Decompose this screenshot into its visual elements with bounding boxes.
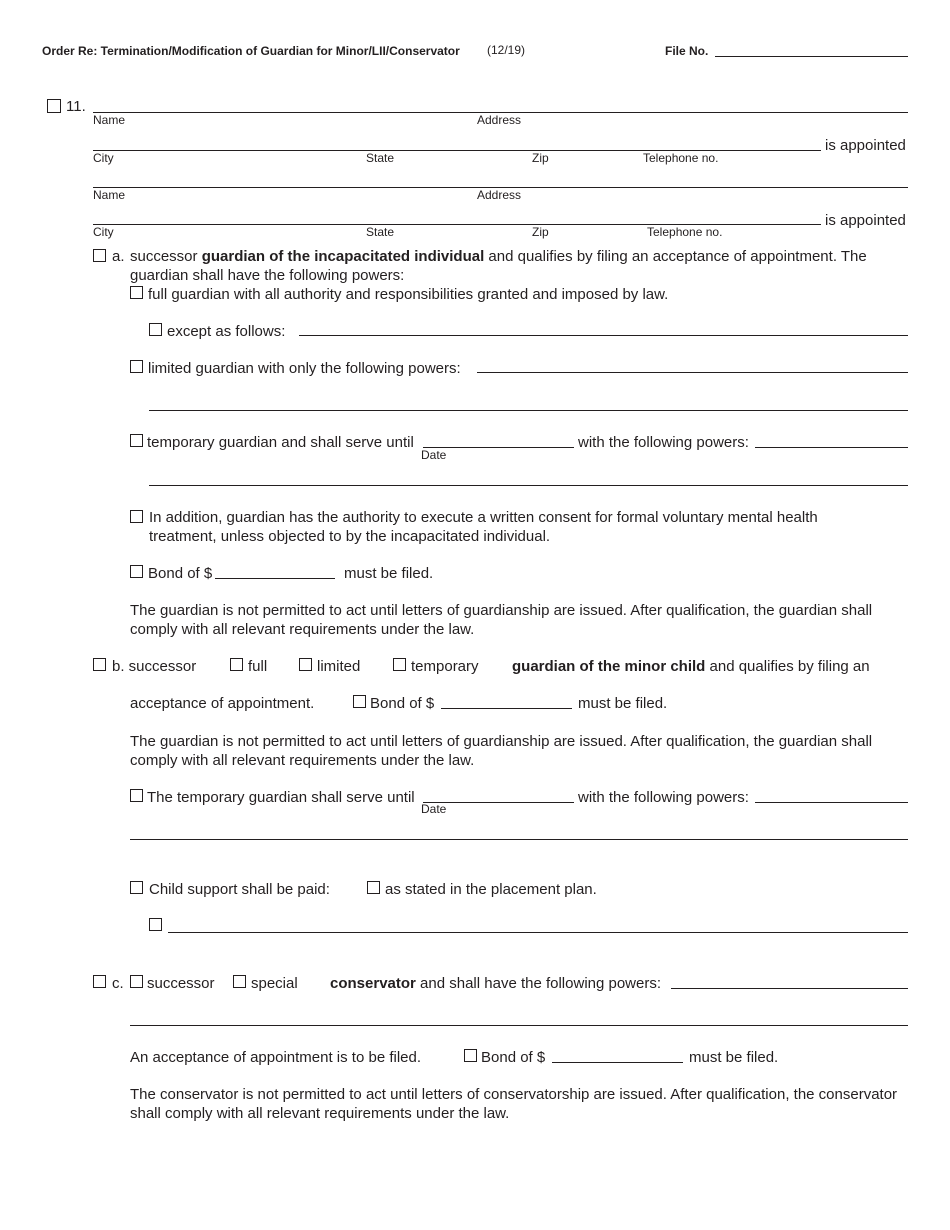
form-revision: (12/19) xyxy=(487,43,526,57)
temporary-guardian-label: temporary guardian and shall serve until xyxy=(147,434,414,451)
mental-health-line2: treatment, unless objected to by the incapacitated individual. xyxy=(149,528,551,545)
b-temporary-powers-field-2[interactable] xyxy=(130,839,908,840)
b-limited-label: limited xyxy=(317,658,361,675)
mental-health-line1: In addition, guardian has the authority to execute a written consent for formal voluntary mental health xyxy=(149,509,818,526)
limited-powers-field-1[interactable] xyxy=(477,372,908,373)
section-a-checkbox[interactable] xyxy=(93,249,106,262)
section-a-intro: successor guardian of the incapacitated individual and qualifies by filing an acceptance of appointment. The xyxy=(130,248,867,265)
section-c-checkbox[interactable] xyxy=(93,975,106,988)
temporary-guardian-checkbox[interactable] xyxy=(130,434,143,447)
notice-b-line1: The guardian is not permitted to act until letters of guardianship are issued. After qualification, the guardian shall xyxy=(130,733,873,750)
bond-a-label: Bond of $ xyxy=(148,565,213,582)
date-label-a: Date xyxy=(421,448,447,462)
full-guardian-label: full guardian with all authority and responsibilities granted and imposed by law. xyxy=(148,286,669,303)
b-full-checkbox[interactable] xyxy=(230,658,243,671)
address-label-1: Address xyxy=(477,113,522,127)
section-a-intro-line2: guardian shall have the following powers: xyxy=(130,267,405,284)
c-acceptance-label: An acceptance of appointment is to be filed. xyxy=(130,1049,422,1066)
full-guardian-checkbox[interactable] xyxy=(130,286,143,299)
form-title: Order Re: Termination/Modification of Guardian for Minor/LII/Conservator xyxy=(42,44,460,58)
bond-c-must-be-filed: must be filed. xyxy=(689,1049,779,1066)
item-11-checkbox[interactable] xyxy=(47,99,61,113)
file-no-field[interactable] xyxy=(715,56,908,57)
section-b-letter: b. successor xyxy=(112,658,197,675)
except-as-follows-checkbox[interactable] xyxy=(149,323,162,336)
zip-label-1: Zip xyxy=(532,151,549,165)
except-as-follows-label: except as follows: xyxy=(167,323,286,340)
telephone-label-2: Telephone no. xyxy=(647,225,723,239)
b-temporary-label: temporary xyxy=(411,658,479,675)
child-support-label: Child support shall be paid: xyxy=(149,881,330,898)
temporary-powers-field-2[interactable] xyxy=(149,485,908,486)
notice-a-line2: comply with all relevant requirements under the law. xyxy=(130,621,475,638)
notice-a-line1: The guardian is not permitted to act until letters of guardianship are issued. After qualification, the guardian shall xyxy=(130,602,873,619)
section-b-intro: guardian of the minor child and qualifies by filing an xyxy=(512,658,870,675)
c-special-label: special xyxy=(251,975,298,992)
notice-c-line2: shall comply with all relevant requirements under the law. xyxy=(130,1105,510,1122)
telephone-label-1: Telephone no. xyxy=(643,151,719,165)
placement-plan-label: as stated in the placement plan. xyxy=(385,881,597,898)
limited-guardian-checkbox[interactable] xyxy=(130,360,143,373)
bond-b-checkbox[interactable] xyxy=(353,695,366,708)
bond-a-must-be-filed: must be filed. xyxy=(344,565,434,582)
with-following-powers-a: with the following powers: xyxy=(578,434,749,451)
child-support-other-checkbox[interactable] xyxy=(149,918,162,931)
bond-b-amount-field[interactable] xyxy=(441,708,572,709)
b-limited-checkbox[interactable] xyxy=(299,658,312,671)
b-acceptance-label: acceptance of appointment. xyxy=(130,695,315,712)
bond-a-amount-field[interactable] xyxy=(215,578,335,579)
placement-plan-checkbox[interactable] xyxy=(367,881,380,894)
notice-c-line1: The conservator is not permitted to act until letters of conservatorship are issued. After qualification, the conservator xyxy=(130,1086,898,1103)
is-appointed-1: is appointed xyxy=(825,137,906,154)
city-label-2: City xyxy=(93,225,114,239)
b-temporary-checkbox[interactable] xyxy=(393,658,406,671)
name-label-2: Name xyxy=(93,188,126,202)
bond-c-label: Bond of $ xyxy=(481,1049,546,1066)
item-11-number: 11. xyxy=(66,98,86,115)
bond-b-must-be-filed: must be filed. xyxy=(578,695,668,712)
address-label-2: Address xyxy=(477,188,522,202)
name-label-1: Name xyxy=(93,113,126,127)
c-powers-field-1[interactable] xyxy=(671,988,908,989)
file-no-label: File No. xyxy=(665,44,709,58)
temporary-powers-field-1[interactable] xyxy=(755,447,908,448)
section-b-checkbox[interactable] xyxy=(93,658,106,671)
bond-a-checkbox[interactable] xyxy=(130,565,143,578)
state-label-2: State xyxy=(366,225,395,239)
child-support-checkbox[interactable] xyxy=(130,881,143,894)
b-temporary-serve-label: The temporary guardian shall serve until xyxy=(147,789,415,806)
c-successor-label: successor xyxy=(147,975,215,992)
b-temporary-powers-field-1[interactable] xyxy=(755,802,908,803)
bond-c-amount-field[interactable] xyxy=(552,1062,683,1063)
except-as-follows-field[interactable] xyxy=(299,335,908,336)
c-successor-checkbox[interactable] xyxy=(130,975,143,988)
limited-guardian-label: limited guardian with only the following powers: xyxy=(148,360,461,377)
state-label-1: State xyxy=(366,151,395,165)
zip-label-2: Zip xyxy=(532,225,549,239)
section-c-intro: conservator and shall have the following powers: xyxy=(330,975,662,992)
bond-c-checkbox[interactable] xyxy=(464,1049,477,1062)
b-full-label: full xyxy=(248,658,268,675)
notice-b-line2: comply with all relevant requirements under the law. xyxy=(130,752,475,769)
is-appointed-2: is appointed xyxy=(825,212,906,229)
bond-b-label: Bond of $ xyxy=(370,695,435,712)
section-a-letter: a. xyxy=(112,248,125,265)
date-label-b: Date xyxy=(421,802,447,816)
c-special-checkbox[interactable] xyxy=(233,975,246,988)
with-following-powers-b: with the following powers: xyxy=(578,789,749,806)
mental-health-checkbox[interactable] xyxy=(130,510,143,523)
city-label-1: City xyxy=(93,151,114,165)
b-temporary-serve-checkbox[interactable] xyxy=(130,789,143,802)
limited-powers-field-2[interactable] xyxy=(149,410,908,411)
child-support-other-field[interactable] xyxy=(168,932,908,933)
section-c-letter: c. xyxy=(112,975,124,992)
c-powers-field-2[interactable] xyxy=(130,1025,908,1026)
